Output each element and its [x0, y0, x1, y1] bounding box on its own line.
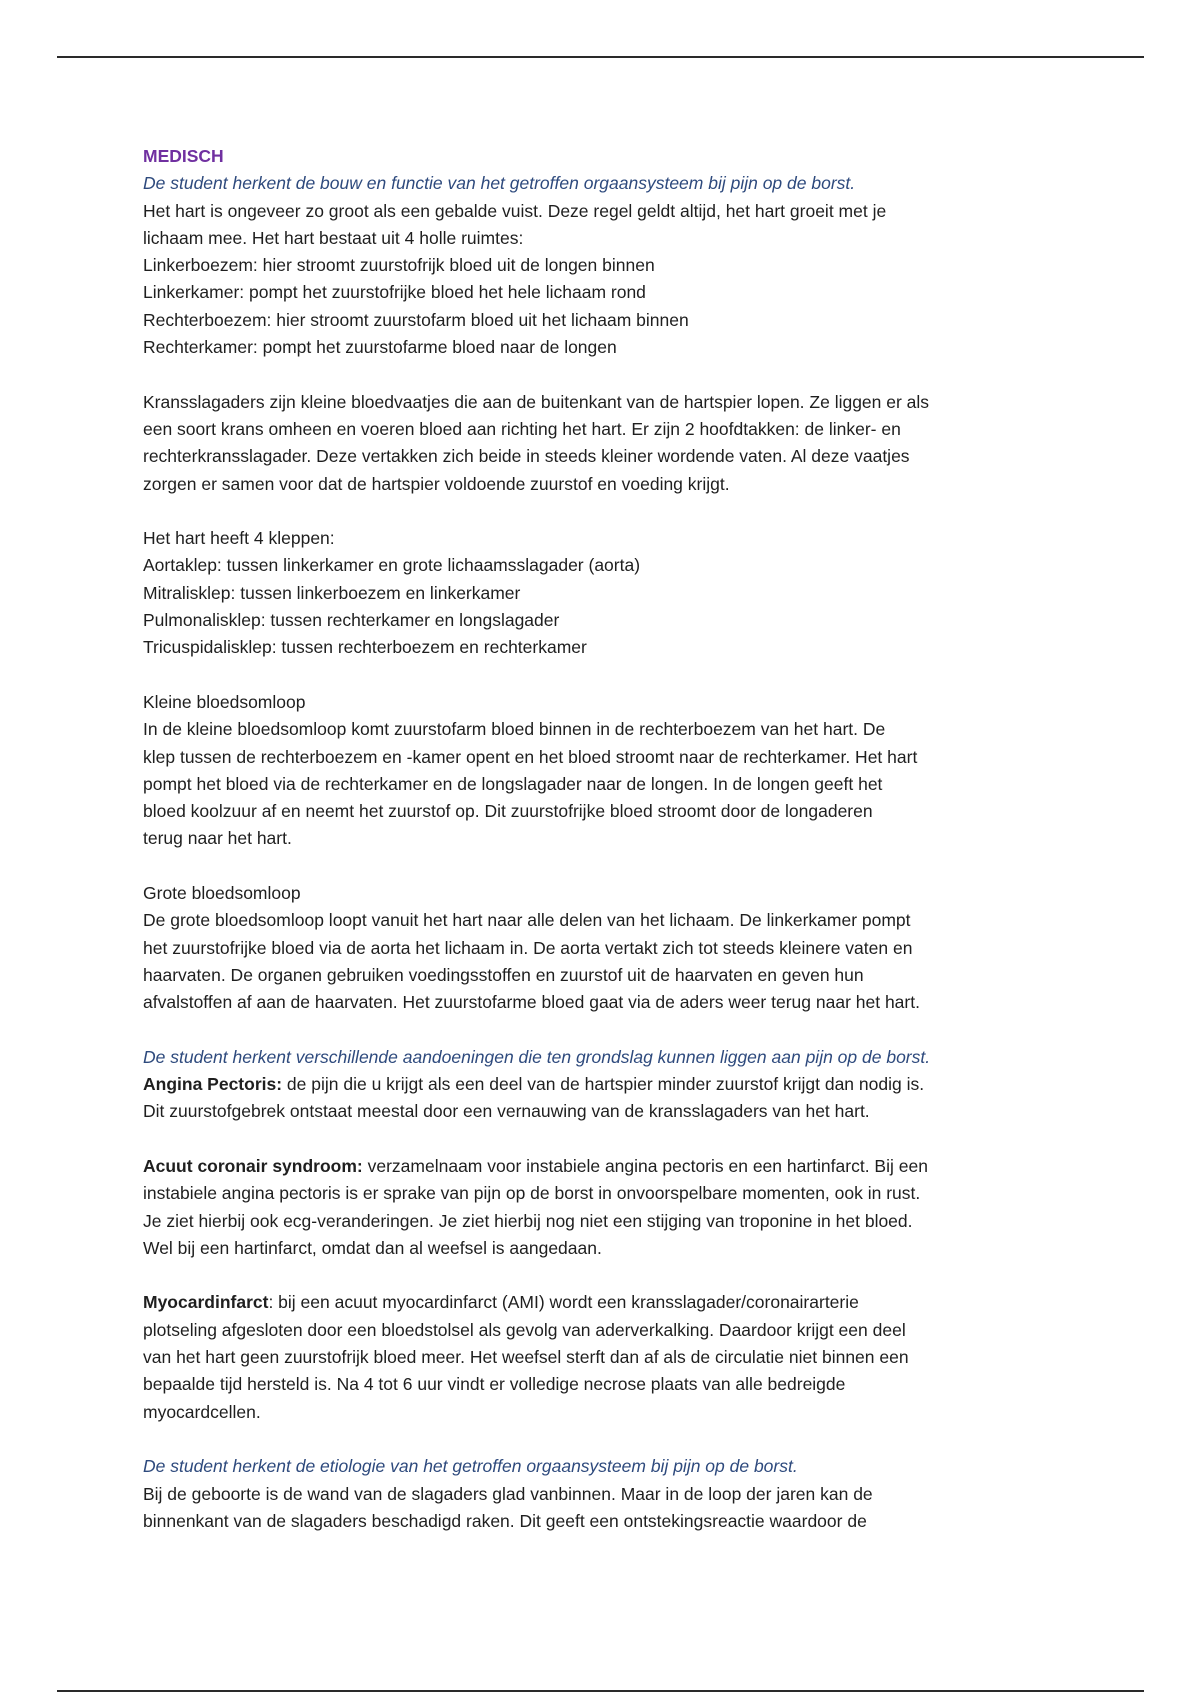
paragraph-line: terug naar het hart. — [143, 828, 292, 849]
paragraph-line: zorgen er samen voor dat de hartspier voldoende zuurstof en voeding krijgt. — [143, 473, 730, 494]
paragraph-line: Kransslagaders zijn kleine bloedvaatjes die aan de buitenkant van de hartspier lopen. Ze liggen er als — [143, 391, 930, 412]
mi-term: Myocardinfarct — [143, 1292, 269, 1313]
angina-definition — [143, 1071, 1073, 1098]
paragraph-line: afvalstoffen af aan de haarvaten. Het zuurstofarme bloed gaat via de aders weer terug naar het hart. — [143, 992, 920, 1013]
angina-term: Angina Pectoris: — [143, 1074, 283, 1095]
acs-definition — [143, 1153, 1073, 1180]
paragraph-line: pompt het bloed via de rechterkamer en de longslagader naar de longen. In de longen geeft het — [143, 773, 883, 794]
footer-rule — [57, 1690, 1144, 1692]
paragraph-line: rechterkransslagader. Deze vertakken zich beide in steeds kleiner wordende vaten. Al deze vaatjes — [143, 446, 910, 467]
valve-item: Pulmonalisklep: tussen rechterkamer en longslagader — [143, 610, 560, 631]
spacer — [143, 1426, 1073, 1453]
spacer — [143, 361, 1073, 388]
paragraph-line: een soort krans omheen en voeren bloed aan richting het hart. Er zijn 2 hoofdtakken: de linker- en — [143, 418, 901, 439]
paragraph-line: Je ziet hierbij ook ecg-veranderingen. Je ziet hierbij nog niet een stijging van troponine in het bloed. — [143, 1210, 913, 1231]
paragraph-line: myocardcellen. — [143, 1401, 261, 1422]
spacer — [143, 498, 1073, 525]
paragraph-line: van het hart geen zuurstofrijk bloed meer. Het weefsel sterft dan af als de circulatie niet binnen een — [143, 1347, 909, 1368]
spacer — [143, 1262, 1073, 1289]
paragraph-line: Bij de geboorte is de wand van de slagaders glad vanbinnen. Maar in de loop der jaren kan de — [143, 1483, 873, 1504]
mi-text: : bij een acuut myocardinfarct (AMI) wordt een kransslagader/coronairarterie — [268, 1292, 859, 1313]
paragraph-line: bloed koolzuur af en neemt het zuurstof op. Dit zuurstofrijke bloed stroomt door de longaderen — [143, 801, 873, 822]
acs-text: verzamelnaam voor instabiele angina pectoris en een hartinfarct. Bij een — [362, 1155, 928, 1176]
large-circulation-title: Grote bloedsomloop — [143, 883, 301, 904]
mi-definition — [143, 1289, 1073, 1316]
header-rule — [57, 56, 1144, 58]
spacer — [143, 1017, 1073, 1044]
document-body — [143, 143, 1073, 1535]
paragraph-line: klep tussen de rechterboezem en -kamer opent en het bloed stroomt naar de rechterkamer. Het hart — [143, 746, 918, 767]
paragraph-line: binnenkant van de slagaders beschadigd raken. Dit geeft een ontstekingsreactie waardoor de — [143, 1510, 867, 1531]
chamber-item: Linkerboezem: hier stroomt zuurstofrijk bloed uit de longen binnen — [143, 255, 655, 276]
paragraph-line: In de kleine bloedsomloop komt zuurstofarm bloed binnen in de rechterboezem van het hart. De — [143, 719, 886, 740]
acs-term: Acuut coronair syndroom: — [143, 1155, 363, 1176]
valve-item: Mitralisklep: tussen linkerboezem en linkerkamer — [143, 582, 521, 603]
valve-item: Tricuspidalisklep: tussen rechterboezem en rechterkamer — [143, 637, 587, 658]
chamber-item: Rechterkamer: pompt het zuurstofarme bloed naar de longen — [143, 337, 617, 358]
paragraph-line: Het hart is ongeveer zo groot als een gebalde vuist. Deze regel geldt altijd, het hart groeit met je — [143, 200, 887, 221]
paragraph-line: bepaalde tijd hersteld is. Na 4 tot 6 uur vindt er volledige necrose plaats van alle bedreigde — [143, 1374, 846, 1395]
paragraph-line: lichaam mee. Het hart bestaat uit 4 holle ruimtes: — [143, 227, 524, 248]
paragraph-line: haarvaten. De organen gebruiken voedingsstoffen en zuurstof uit de haarvaten en geven hun — [143, 964, 864, 985]
section-heading: MEDISCH — [143, 146, 224, 166]
valve-item: Aortaklep: tussen linkerkamer en grote lichaamsslagader (aorta) — [143, 555, 641, 576]
paragraph-line: plotseling afgesloten door een bloedstolsel als gevolg van aderverkalking. Daardoor krijgt een deel — [143, 1319, 906, 1340]
learning-objective-conditions: De student herkent verschillende aandoeningen die ten grondslag kunnen liggen aan pijn op de borst. — [143, 1046, 931, 1067]
learning-objective-etiology: De student herkent de etiologie van het getroffen orgaansysteem bij pijn op de borst. — [143, 1456, 798, 1477]
spacer — [143, 662, 1073, 689]
small-circulation-title: Kleine bloedsomloop — [143, 691, 306, 712]
chamber-item: Linkerkamer: pompt het zuurstofrijke bloed het hele lichaam rond — [143, 282, 646, 303]
paragraph-line: het zuurstofrijke bloed via de aorta het lichaam in. De aorta vertakt zich tot steeds kleinere vaten en — [143, 937, 913, 958]
valves-title: Het hart heeft 4 kleppen: — [143, 528, 335, 549]
spacer — [143, 1126, 1073, 1153]
learning-objective-anatomy: De student herkent de bouw en functie van het getroffen orgaansysteem bij pijn op de borst. — [143, 173, 856, 194]
chamber-item: Rechterboezem: hier stroomt zuurstofarm bloed uit het lichaam binnen — [143, 309, 689, 330]
paragraph-line: instabiele angina pectoris is er sprake van pijn op de borst in onvoorspelbare momenten, ook in rust. — [143, 1183, 921, 1204]
paragraph-line: Dit zuurstofgebrek ontstaat meestal door een vernauwing van de kransslagaders van het hart. — [143, 1101, 870, 1122]
angina-text: de pijn die u krijgt als een deel van de hartspier minder zuurstof krijgt dan nodig is. — [282, 1074, 925, 1095]
paragraph-line: Wel bij een hartinfarct, omdat dan al weefsel is aangedaan. — [143, 1237, 602, 1258]
paragraph-line: De grote bloedsomloop loopt vanuit het hart naar alle delen van het lichaam. De linkerkamer pompt — [143, 910, 911, 931]
spacer — [143, 853, 1073, 880]
